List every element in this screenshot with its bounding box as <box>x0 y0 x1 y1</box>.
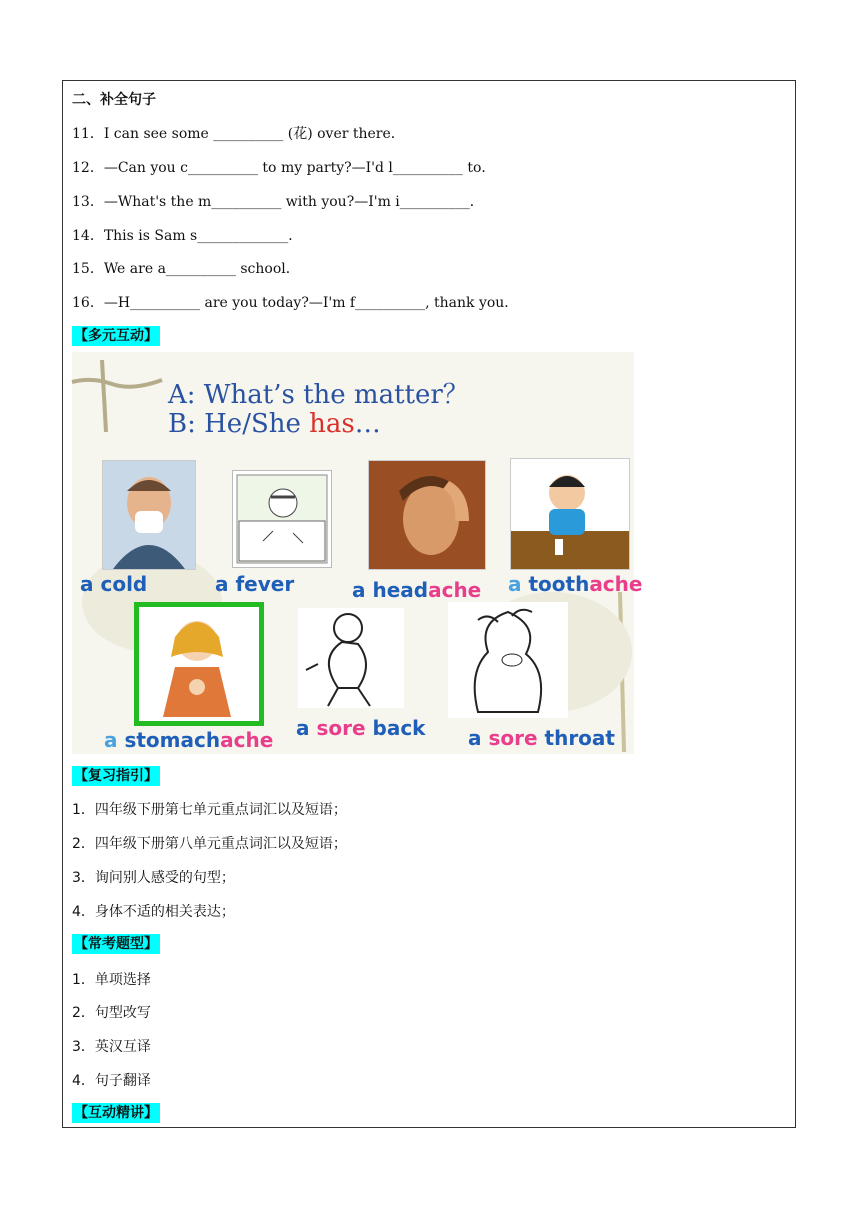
exercise-16: 16．—H__________ are you today?—I'm f__________, thank you． <box>72 295 519 311</box>
man-holding-back-icon <box>298 608 404 708</box>
exercise-14: 14．This is Sam s_____________． <box>72 228 303 244</box>
girl-holding-stomach-icon <box>134 602 264 726</box>
caption-cold: a cold <box>80 572 148 596</box>
review-item-2: 2．四年级下册第八单元重点词汇以及短语； <box>72 836 347 852</box>
question-a: A: What’s the matter？ <box>168 380 469 410</box>
review-item-3: 3．询问别人感受的句型； <box>72 870 235 886</box>
man-holding-throat-icon <box>448 602 568 718</box>
answer-b: B: He/She has… <box>168 409 381 439</box>
caption-stomachache: a stomachache <box>104 728 274 752</box>
exercise-15: 15．We are a__________ school． <box>72 261 300 277</box>
common-header: 【常考题型】 <box>74 936 158 952</box>
common-item-4: 4．句子翻译 <box>72 1073 151 1089</box>
common-item-2: 2．句型改写 <box>72 1005 151 1021</box>
exercise-12: 12．—Can you c__________ to my party?—I'd l__________ to． <box>72 160 496 176</box>
review-item-4: 4．身体不适的相关表达； <box>72 904 235 920</box>
review-header: 【复习指引】 <box>74 768 158 784</box>
man-holding-head-icon <box>368 460 486 570</box>
caption-fever: a fever <box>215 572 295 596</box>
review-item-1: 1．四年级下册第七单元重点词汇以及短语； <box>72 802 347 818</box>
section-title: 二、补全句子 <box>72 92 156 108</box>
caption-toothache: a toothache <box>508 572 643 596</box>
exercise-13: 13．—What's the m__________ with you?—I'm i__________． <box>72 194 484 210</box>
illness-illustration <box>72 352 643 754</box>
boy-holding-cheek-icon <box>510 458 630 570</box>
child-in-bed-icon <box>232 470 332 568</box>
common-item-3: 3．英汉互译 <box>72 1039 151 1055</box>
common-item-1: 1．单项选择 <box>72 972 151 988</box>
interaction-header: 【多元互动】 <box>74 328 158 344</box>
caption-headache: a headache <box>352 578 482 602</box>
man-with-tissue-icon <box>102 460 196 570</box>
explain-header: 【互动精讲】 <box>74 1105 158 1121</box>
exercise-11: 11．I can see some __________ (花) over there． <box>72 126 405 142</box>
caption-sore-back: a sore back <box>296 716 426 740</box>
caption-sore-throat: a sore throat <box>468 726 615 750</box>
